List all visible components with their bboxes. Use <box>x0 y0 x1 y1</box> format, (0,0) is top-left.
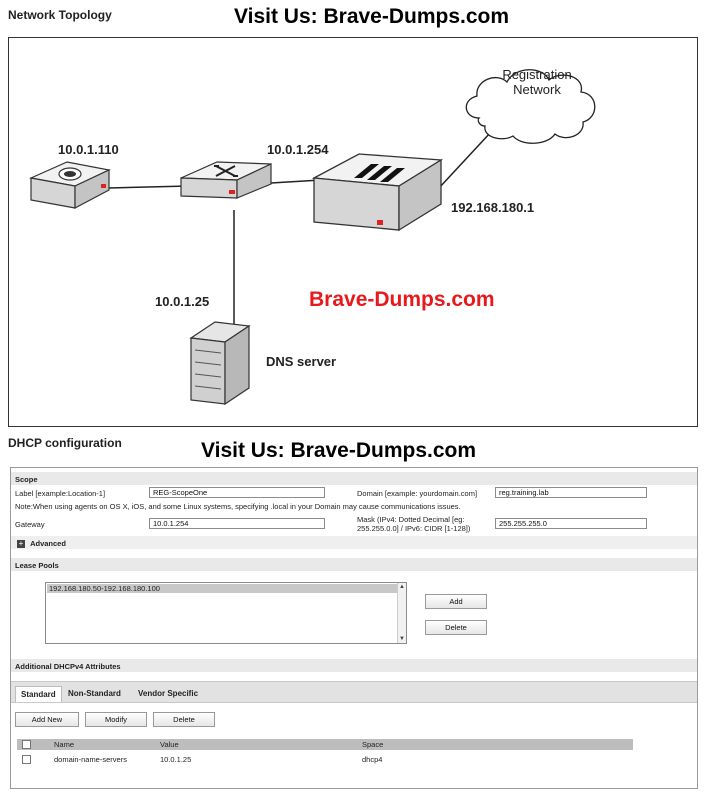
attribute-tabbar <box>11 681 697 703</box>
watermark-mid: Visit Us: Brave-Dumps.com <box>201 439 477 462</box>
domain-input[interactable]: reg.training.lab <box>495 487 647 498</box>
topology-title: Network Topology <box>8 8 112 22</box>
label-input[interactable]: REG-ScopeOne <box>149 487 325 498</box>
additional-attributes-header: Additional DHCPv4 Attributes <box>11 659 697 672</box>
add-new-attribute-button[interactable]: Add New <box>15 712 79 727</box>
cloud-label <box>492 67 582 97</box>
attribute-table-header <box>17 739 633 750</box>
delete-attribute-button[interactable]: Delete <box>153 712 215 727</box>
row-checkbox[interactable] <box>22 755 31 764</box>
mask-input[interactable]: 255.255.255.0 <box>495 518 647 529</box>
topology-svg <box>9 38 699 428</box>
switch-icon <box>181 162 271 198</box>
scroll-up-icon[interactable]: ▲ <box>399 584 405 590</box>
watermark-top: Visit Us: Brave-Dumps.com <box>234 5 510 28</box>
gateway-input[interactable]: 10.0.1.254 <box>149 518 325 529</box>
lease-pools-header: Lease Pools <box>11 558 697 571</box>
scope-header: Scope <box>11 472 697 485</box>
lease-pool-listbox[interactable] <box>45 582 407 644</box>
column-name[interactable]: Name <box>54 740 75 749</box>
firewall-ip-label: 10.0.1.254 <box>267 142 329 157</box>
add-lease-pool-button[interactable]: Add <box>425 594 487 609</box>
row-value: 10.0.1.25 <box>160 755 192 764</box>
dhcp-config-title: DHCP configuration <box>8 436 122 450</box>
dhcp-panel <box>10 467 698 789</box>
tab-standard[interactable]: Standard <box>15 686 62 702</box>
column-space[interactable]: Space <box>362 740 384 749</box>
row-name: domain-name-servers <box>54 755 127 764</box>
column-value[interactable]: Value <box>160 740 179 749</box>
tab-non-standard[interactable]: Non-Standard <box>68 689 121 698</box>
expand-plus-icon[interactable]: + <box>18 539 24 549</box>
dns-server-label: DNS server <box>266 354 337 369</box>
dns-server-icon <box>191 322 249 404</box>
scroll-down-icon[interactable]: ▼ <box>399 636 405 642</box>
topology-diagram <box>8 37 698 427</box>
watermark-center: Brave-Dumps.com <box>309 288 495 311</box>
select-all-checkbox[interactable] <box>22 740 31 749</box>
table-row[interactable] <box>17 754 633 766</box>
dns-ip-label: 10.0.1.25 <box>155 294 210 309</box>
modify-attribute-button[interactable]: Modify <box>85 712 147 727</box>
mask-label-line2: 255.255.0.0] / IPv6: CIDR [1-128]) <box>357 524 471 533</box>
advanced-row[interactable] <box>11 536 697 549</box>
mask-label-line1: Mask (IPv4: Dotted Decimal [eg: <box>357 515 465 524</box>
gateway-label: Gateway <box>15 520 45 529</box>
listbox-scrollbar[interactable] <box>397 583 406 643</box>
firewall-external-ip-label: 192.168.180.1 <box>451 200 535 215</box>
appliance-icon <box>31 162 109 208</box>
tab-vendor-specific[interactable]: Vendor Specific <box>138 689 199 698</box>
label-field-label: Label [example:Location-1] <box>15 489 106 498</box>
cloud-label-line2: Network <box>513 82 561 97</box>
domain-field-label: Domain [example: yourdomain.com] <box>357 489 478 498</box>
cloud-label-line1: Registration <box>502 67 572 82</box>
scope-note: Note:When using agents on OS X, iOS, and some Linux systems, specifying .local in your Domain may cause communications issues. <box>15 502 461 511</box>
delete-lease-pool-button[interactable]: Delete <box>425 620 487 635</box>
lease-pool-item[interactable]: 192.168.180.50-192.168.180.100 <box>47 584 397 593</box>
advanced-label[interactable]: Advanced <box>30 539 66 548</box>
link-device-switch <box>109 186 189 188</box>
device-ip-label: 10.0.1.110 <box>58 142 119 157</box>
mask-label <box>357 515 470 533</box>
firewall-icon <box>314 154 441 230</box>
row-space: dhcp4 <box>362 755 383 764</box>
